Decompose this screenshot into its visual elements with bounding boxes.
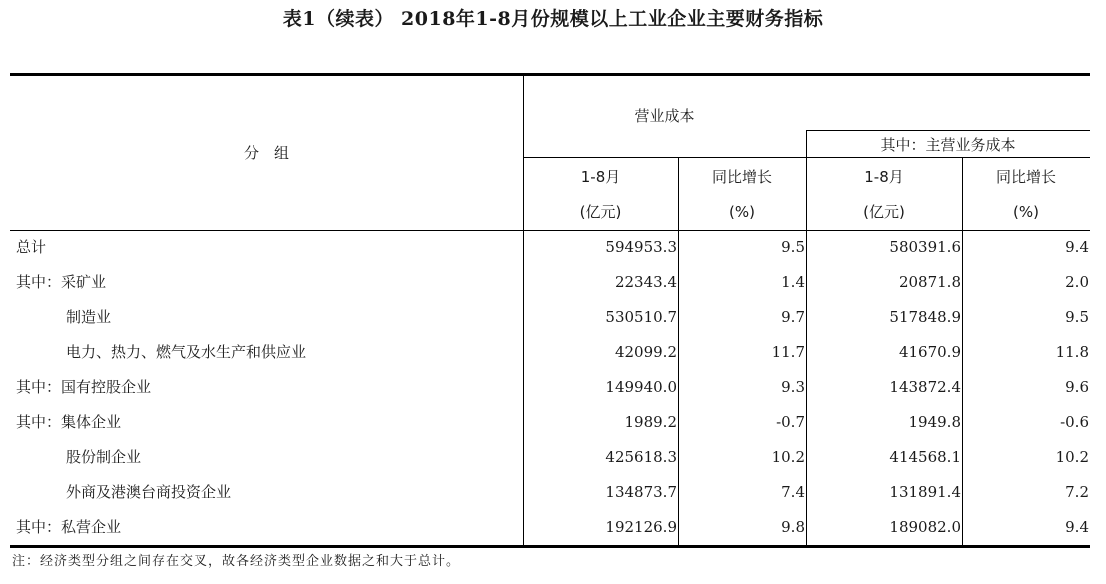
header-unit-pct-2: (%): [1013, 203, 1039, 221]
top-rule: [10, 73, 1090, 76]
row-main-cost-growth: -0.6: [1060, 413, 1089, 431]
header-unit-yuan-2: (亿元): [863, 203, 905, 221]
row-main-cost-growth: 7.2: [1065, 483, 1089, 501]
row-op-cost-value: 425618.3: [605, 448, 677, 466]
row-op-cost-value: 22343.4: [614, 273, 677, 291]
row-op-cost-growth: 9.5: [781, 238, 805, 256]
row-op-cost-growth: 1.4: [781, 273, 805, 291]
row-label: 制造业: [66, 308, 112, 326]
footnote: 注：经济类型分组之间存在交叉，故各经济类型企业数据之和大于总计。: [12, 554, 461, 569]
row-op-cost-growth: -0.7: [776, 413, 805, 431]
row-main-cost-value: 414568.1: [889, 448, 961, 466]
row-label: 其中：国有控股企业: [16, 378, 152, 396]
row-main-cost-value: 1949.8: [908, 413, 961, 431]
header-main-cost: 其中：主营业务成本: [880, 136, 1016, 154]
header-op-cost: 营业成本: [634, 107, 695, 125]
row-op-cost-value: 42099.2: [614, 343, 677, 361]
row-label: 其中：集体企业: [16, 413, 122, 431]
row-op-cost-value: 1989.2: [624, 413, 677, 431]
row-op-cost-growth: 9.7: [781, 308, 805, 326]
row-main-cost-value: 41670.9: [898, 343, 961, 361]
bottom-rule: [10, 545, 1090, 548]
header-period-2: 1-8月: [864, 168, 904, 186]
header-yoy-2: 同比增长: [995, 168, 1056, 186]
table-title: 表1（续表） 2018年1-8月份规模以上工业企业主要财务指标: [282, 8, 824, 30]
row-op-cost-growth: 7.4: [781, 483, 805, 501]
row-op-cost-value: 192126.9: [605, 518, 677, 536]
row-main-cost-growth: 9.4: [1065, 238, 1089, 256]
row-op-cost-value: 594953.3: [605, 238, 677, 256]
header-period-1: 1-8月: [580, 168, 621, 186]
row-label: 其中：私营企业: [16, 518, 122, 536]
header-bottom-rule: [10, 230, 1090, 231]
row-main-cost-growth: 9.4: [1065, 518, 1089, 536]
row-op-cost-value: 530510.7: [605, 308, 677, 326]
row-main-cost-value: 517848.9: [889, 308, 961, 326]
header-yoy-1: 同比增长: [711, 168, 772, 186]
row-main-cost-growth: 9.6: [1065, 378, 1089, 396]
row-label: 股份制企业: [66, 448, 142, 466]
row-label: 电力、热力、燃气及水生产和供应业: [66, 343, 307, 361]
row-op-cost-growth: 9.3: [781, 378, 805, 396]
header-unit-pct-1: (%): [729, 203, 755, 221]
row-op-cost-value: 134873.7: [605, 483, 677, 501]
row-op-cost-growth: 10.2: [771, 448, 805, 466]
row-main-cost-value: 189082.0: [889, 518, 961, 536]
row-op-cost-growth: 9.8: [781, 518, 805, 536]
row-main-cost-value: 580391.6: [889, 238, 961, 256]
header-group: 分 组: [243, 144, 289, 162]
row-label: 总计: [16, 238, 47, 256]
row-main-cost-growth: 10.2: [1055, 448, 1089, 466]
row-label: 外商及港澳台商投资企业: [66, 483, 232, 501]
row-main-cost-growth: 9.5: [1065, 308, 1089, 326]
row-op-cost-value: 149940.0: [605, 378, 677, 396]
row-label: 其中：采矿业: [16, 273, 107, 291]
main-cost-underline: [806, 130, 1090, 131]
row-main-cost-value: 143872.4: [889, 378, 961, 396]
row-op-cost-growth: 11.7: [771, 343, 805, 361]
row-main-cost-value: 20871.8: [898, 273, 961, 291]
row-main-cost-growth: 2.0: [1065, 273, 1089, 291]
row-main-cost-value: 131891.4: [889, 483, 961, 501]
row-main-cost-growth: 11.8: [1055, 343, 1089, 361]
header-unit-yuan-1: (亿元): [579, 203, 622, 221]
